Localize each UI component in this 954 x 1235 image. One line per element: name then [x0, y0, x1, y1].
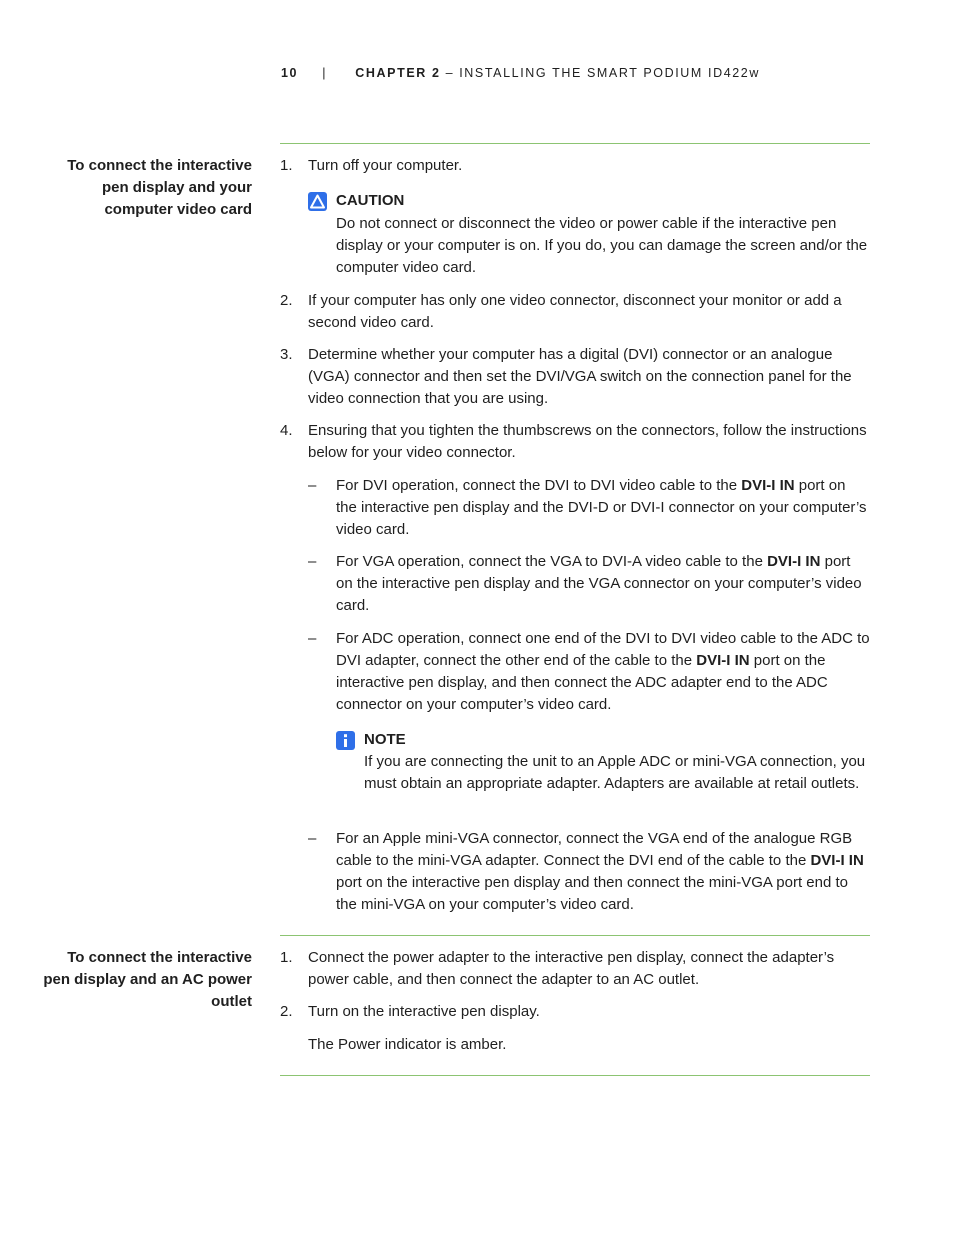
- step-number: 3.: [280, 346, 293, 363]
- substep-text: For VGA operation, connect the VGA to DVI-A video cable to the DVI-I IN port on the interactive pen display and the VGA connector on your computer’s video card.: [336, 553, 862, 614]
- substep-text: For DVI operation, connect the DVI to DVI video cable to the DVI-I IN port on the interactive pen display and the DVI-D or DVI-I connector on your computer’s video card.: [336, 477, 867, 538]
- chapter-title: – INSTALLING THE SMART PODIUM ID422w: [440, 66, 760, 80]
- step-text: Ensuring that you tighten the thumbscrews on the connectors, follow the instructions below for your video connector.: [308, 422, 867, 461]
- substep-dash: –: [308, 477, 317, 494]
- step-number: 4.: [280, 422, 293, 439]
- note-title: NOTE: [364, 731, 406, 748]
- chapter-label: CHAPTER 2: [355, 66, 441, 80]
- step-number: 1.: [280, 157, 293, 174]
- substep-dash: –: [308, 553, 317, 570]
- caution-icon: [308, 192, 327, 211]
- running-header: [281, 66, 760, 80]
- substep-text: For an Apple mini-VGA connector, connect the VGA end of the analogue RGB cable to the mini-VGA adapter. Connect the DVI end of the cable to the DVI-I IN port on the interactive pen display and then connect the mini-VGA port end to the mini-VGA on your computer’s video card.: [336, 830, 864, 913]
- step-number: 2.: [280, 292, 293, 309]
- step-number: 2.: [280, 1003, 293, 1020]
- step-number: 1.: [280, 949, 293, 966]
- port-label: DVI-I IN: [810, 852, 864, 869]
- step-text: Turn off your computer.: [308, 157, 463, 174]
- port-label: DVI-I IN: [696, 652, 750, 669]
- info-icon: [336, 731, 355, 750]
- section-heading-power: To connect the interactive pen display and an AC power outlet: [43, 949, 252, 1010]
- section-heading-video: To connect the interactive pen display and your computer video card: [67, 157, 252, 218]
- header-separator: |: [322, 66, 328, 80]
- section-divider: [280, 1075, 870, 1076]
- result-text: The Power indicator is amber.: [308, 1036, 507, 1053]
- substep-dash: –: [308, 630, 317, 647]
- step-text: Determine whether your computer has a digital (DVI) connector or an analogue (VGA) connector and then set the DVI/VGA switch on the connection panel for the video connection that you are using.: [308, 346, 852, 407]
- substep-text: For ADC operation, connect one end of the DVI to DVI video cable to the ADC to DVI adapter, connect the other end of the cable to the DVI-I IN port on the interactive pen display, and then connect the ADC adapter end to the ADC connector on your computer’s video card.: [336, 630, 870, 713]
- section-divider: [280, 143, 870, 144]
- step-text: If your computer has only one video connector, disconnect your monitor or add a second video card.: [308, 292, 842, 331]
- port-label: DVI-I IN: [767, 553, 821, 570]
- caution-title: CAUTION: [336, 192, 405, 209]
- caution-text: Do not connect or disconnect the video or power cable if the interactive pen display or your computer is on. If you do, you can damage the screen and/or the computer video card.: [336, 215, 868, 276]
- note-text: If you are connecting the unit to an Apple ADC or mini-VGA connection, you must obtain an appropriate adapter. Adapters are available at retail outlets.: [364, 753, 866, 792]
- section-divider: [280, 935, 870, 936]
- page-number: 10: [281, 66, 299, 80]
- substep-dash: –: [308, 830, 317, 847]
- step-text: Connect the power adapter to the interactive pen display, connect the adapter’s power cable, and then connect the adapter to an AC outlet.: [308, 949, 835, 988]
- step-text: Turn on the interactive pen display.: [308, 1003, 540, 1020]
- port-label: DVI-I IN: [741, 477, 795, 494]
